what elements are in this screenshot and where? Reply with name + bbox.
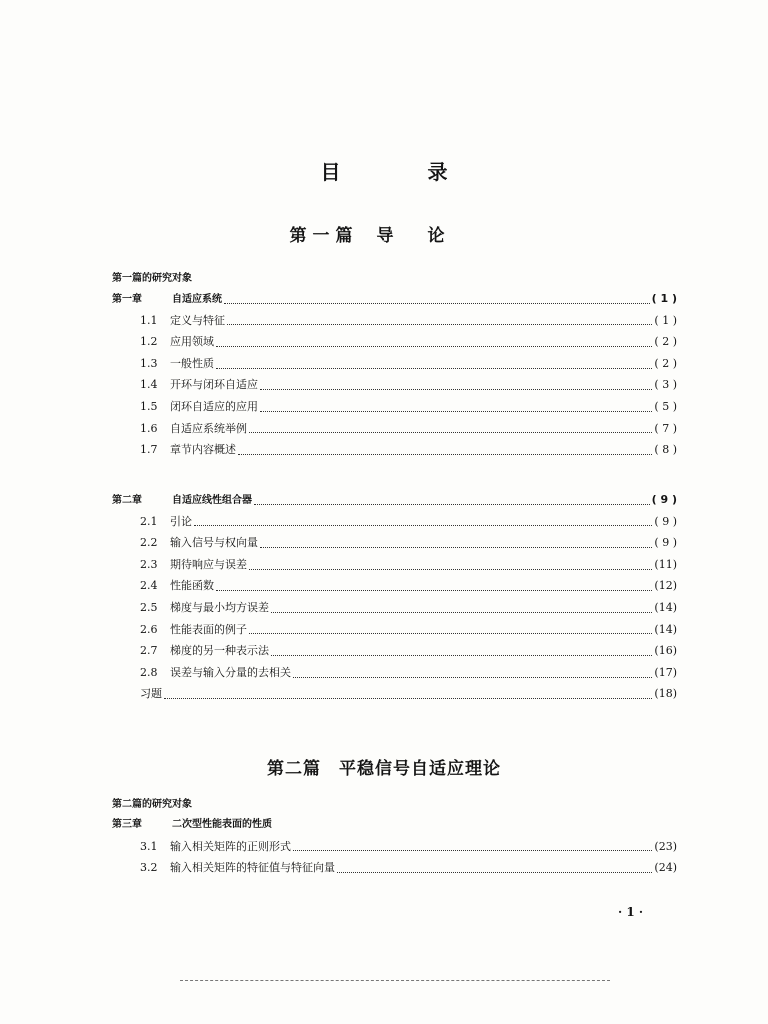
entry-number: 2.5: [140, 600, 158, 614]
leader-dots: [271, 603, 652, 613]
entry-page: ( 9 ): [651, 493, 677, 506]
entry-title: 二次型性能表面的性质: [172, 819, 272, 830]
part-number: 第二篇: [267, 759, 321, 779]
entry-page: (12): [654, 579, 677, 593]
entry-title: 定义与特征: [170, 313, 225, 327]
toc-section-entry[interactable]: [112, 532, 677, 554]
toc-section-entry[interactable]: [112, 662, 677, 684]
entry-number: 2.6: [140, 622, 158, 636]
entry-title: 引论: [170, 514, 192, 528]
entry-number: 2.8: [140, 665, 158, 679]
entry-title: 误差与输入分量的去相关: [170, 665, 291, 679]
entry-page: ( 1 ): [654, 313, 677, 327]
entry-page: (14): [654, 600, 677, 614]
toc-section-entry[interactable]: [112, 619, 677, 641]
leader-dots: [216, 359, 652, 369]
leader-dots: [337, 863, 652, 873]
leader-dots: [260, 538, 652, 548]
entry-page: ( 9 ): [654, 536, 677, 550]
entry-number: 2.2: [140, 536, 158, 550]
entry-title: 性能函数: [170, 579, 214, 593]
entry-number: 3.1: [140, 839, 158, 853]
leader-dots: [254, 495, 650, 505]
part-number: 第一篇: [289, 226, 359, 246]
toc-section-entry[interactable]: [112, 353, 677, 375]
entry-number: 2.3: [140, 557, 158, 571]
entry-title: 自适应线性组合器: [172, 495, 252, 506]
entry-page: ( 9 ): [654, 514, 677, 528]
entry-number: 3.2: [140, 861, 158, 875]
entry-number: 1.6: [140, 421, 158, 435]
footer-rule: [180, 980, 610, 981]
part-one-heading: [0, 221, 768, 246]
entry-title: 期待响应与误差: [170, 557, 247, 571]
section-label: 第一篇的研究对象: [112, 273, 192, 284]
toc-section-entry[interactable]: [112, 511, 677, 533]
toc-section-entry[interactable]: [112, 575, 677, 597]
entry-title: 自适应系统举例: [170, 421, 247, 435]
entry-page: (23): [654, 839, 677, 853]
entry-page: (11): [654, 557, 677, 571]
toc-section-entry[interactable]: [112, 396, 677, 418]
part-two-heading: [0, 754, 768, 779]
entry-page: ( 8 ): [654, 443, 677, 457]
entry-title: 输入信号与权向量: [170, 536, 258, 550]
entry-page: (16): [654, 644, 677, 658]
toc-section-entry[interactable]: [112, 683, 677, 705]
leader-dots: [194, 516, 652, 526]
entry-title: 输入相关矩阵的特征值与特征向量: [170, 861, 335, 875]
entry-title: 梯度的另一种表示法: [170, 644, 269, 658]
entry-number: 2.4: [140, 579, 158, 593]
entry-number: 1.5: [140, 399, 158, 413]
entry-title: 梯度与最小均方误差: [170, 600, 269, 614]
leader-dots: [293, 668, 652, 678]
leader-dots: [216, 581, 652, 591]
toc-chapter-entry[interactable]: [112, 288, 677, 310]
toc-section-entry[interactable]: [112, 418, 677, 440]
toc-chapter-entry[interactable]: [112, 489, 677, 511]
entry-title: 章节内容概述: [170, 443, 236, 457]
toc-section-entry[interactable]: [112, 439, 677, 461]
entry-title: 自适应系统: [172, 294, 222, 305]
toc-section-entry[interactable]: [112, 554, 677, 576]
entry-title: 输入相关矩阵的正则形式: [170, 839, 291, 853]
leader-dots: [216, 337, 652, 347]
entry-number: 1.1: [140, 313, 158, 327]
entry-number: 1.3: [140, 356, 158, 370]
leader-dots: [271, 646, 652, 656]
entry-number: 1.4: [140, 378, 158, 392]
leader-dots: [249, 560, 652, 570]
entry-title: 性能表面的例子: [170, 622, 247, 636]
leader-dots: [293, 841, 652, 851]
toc-block-part-two: [112, 796, 677, 879]
entry-number: 第一章: [112, 294, 142, 305]
part-name: 平稳信号自适应理论: [339, 759, 501, 779]
leader-dots: [224, 294, 650, 304]
entry-page: ( 2 ): [654, 356, 677, 370]
leader-dots: [227, 315, 652, 325]
entry-page: (17): [654, 665, 677, 679]
toc-block-part-one: [112, 270, 677, 461]
entry-number: 1.7: [140, 443, 158, 457]
entry-number: 2.7: [140, 644, 158, 658]
toc-block-chapter-two: [112, 489, 677, 705]
part-name: 导论: [376, 226, 479, 246]
toc-section-entry[interactable]: [112, 836, 677, 858]
entry-page: (24): [654, 861, 677, 875]
entry-page: (18): [654, 687, 677, 701]
entry-number: 1.2: [140, 335, 158, 349]
toc-section-entry[interactable]: [112, 640, 677, 662]
toc-chapter-entry[interactable]: [112, 814, 677, 836]
entry-title: 习题: [140, 687, 162, 701]
toc-section-entry[interactable]: [112, 310, 677, 332]
toc-section-entry[interactable]: [112, 331, 677, 353]
entry-number: 第二章: [112, 495, 142, 506]
entry-page: ( 7 ): [654, 421, 677, 435]
entry-title: 应用领域: [170, 335, 214, 349]
entry-title: 开环与闭环自适应: [170, 378, 258, 392]
entry-page: ( 2 ): [654, 335, 677, 349]
leader-dots: [238, 445, 652, 455]
leader-dots: [249, 423, 652, 433]
leader-dots: [260, 402, 652, 412]
toc-section-entry[interactable]: [112, 597, 677, 619]
entry-page: ( 3 ): [654, 378, 677, 392]
entry-number: 2.1: [140, 514, 158, 528]
entry-number: 第三章: [112, 819, 142, 830]
entry-title: 一般性质: [170, 356, 214, 370]
leader-dots: [260, 380, 652, 390]
toc-section-entry[interactable]: [112, 374, 677, 396]
page-number: · 1 ·: [618, 905, 644, 919]
leader-dots: [164, 689, 652, 699]
section-label: 第二篇的研究对象: [112, 799, 192, 810]
entry-title: 闭环自适应的应用: [170, 399, 258, 413]
entry-page: ( 1 ): [651, 292, 677, 305]
page-title: 目 录: [320, 160, 488, 184]
toc-section-entry[interactable]: [112, 857, 677, 879]
leader-dots: [249, 624, 652, 634]
entry-page: (14): [654, 622, 677, 636]
entry-page: ( 5 ): [654, 399, 677, 413]
